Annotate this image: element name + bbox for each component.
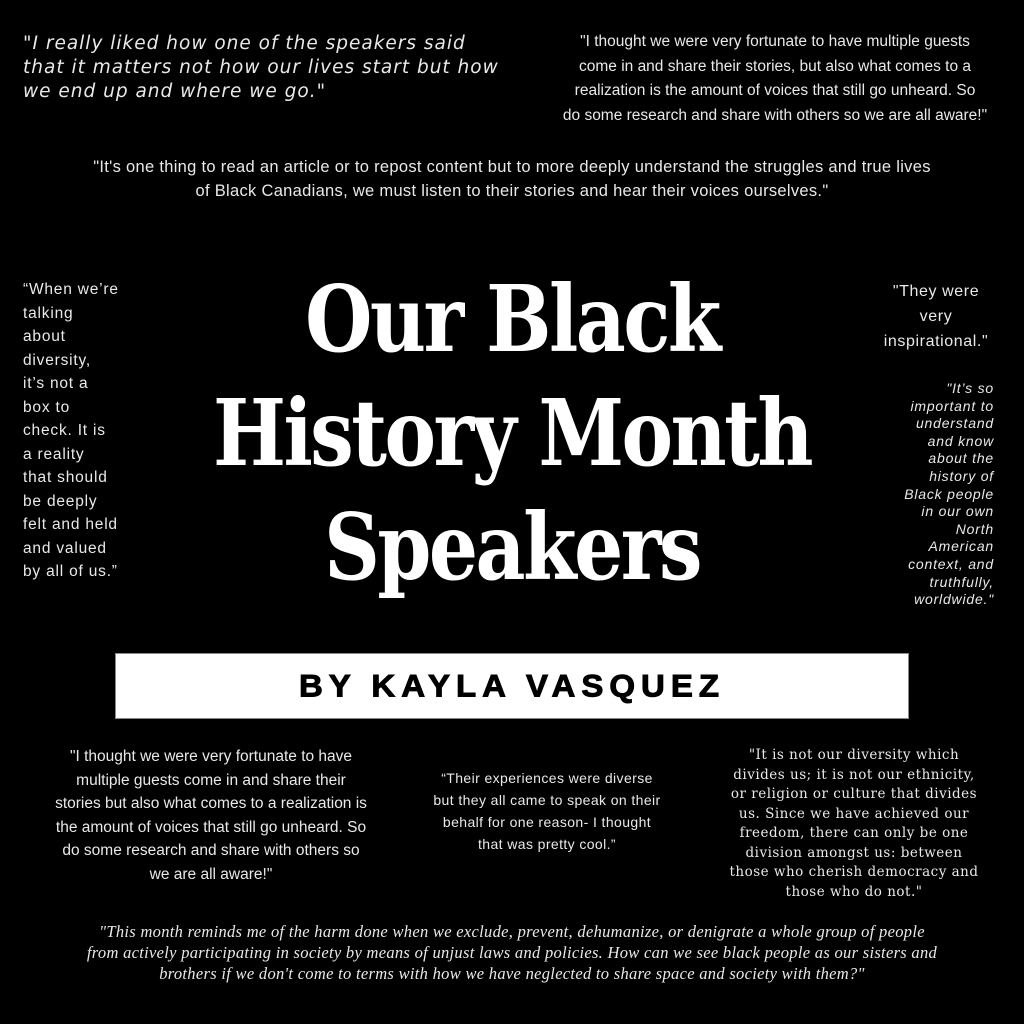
quote-line: it’s not a [23,375,89,392]
quote-line: brothers if we don't come to terms with how we have neglected to share space and society with them?" [159,964,865,983]
quote-line: very [919,308,953,325]
quote-line: "I thought we were very fortunate to have multiple guests [580,33,970,50]
quote-line: about [23,328,66,345]
quote-right-italic [868,380,994,609]
quote-line: box to [23,398,71,416]
quote-line: but they all came to speak on their [433,792,661,808]
quote-line: about the [928,450,994,467]
quote-line: a reality [23,445,85,463]
quote-line: check. It is [23,422,106,439]
quote-line: felt and held [23,516,118,533]
quote-line: be deeply [23,492,98,510]
quote-line: that was pretty cool.” [478,836,616,852]
quote-line: "I thought we were very fortunate to have [69,748,353,765]
quote-line: American [928,538,994,555]
quote-line: important to [910,397,994,414]
quote-line: and know [927,432,994,449]
quote-line: multiple guests come in and share their [76,771,346,789]
quote-line: Black people [904,485,994,502]
quote-line: behalf for one reason- I thought [442,814,652,830]
quote-line: do some research and share with others so [62,842,360,859]
quote-line: North [955,520,994,537]
quote-line: "They were [892,283,980,300]
quote-line: or religion or culture that divides [730,786,978,802]
quote-line: "It is not our diversity which [748,747,960,763]
quote-line: freedom, there can only be one [739,825,969,841]
quote-line: diversity, [23,351,92,369]
quote-line: truthfully, [929,573,994,590]
quote-line: worldwide." [914,591,994,608]
title-line: Speakers [324,493,700,601]
quote-bottom-left [30,745,392,886]
quote-line: “When we’re [23,281,119,298]
title-line: Our Black [305,265,719,373]
quote-line: those who cherish democracy and [729,864,979,880]
quote-line: "It's one thing to read an article or to repost content but to more deeply understand the struggles and true lives [93,158,931,176]
byline-banner [115,653,909,719]
quote-bottom-right [715,746,993,902]
quote-line: by all of us.” [23,563,118,580]
quote-line: the amount of voices that still go unheard. So [55,818,367,836]
quote-line: “Their experiences were diverse [441,770,653,786]
quote-line: we end up and where we go." [23,81,327,102]
quote-line: divides us; it is not our ethnicity, [733,766,975,783]
quote-line: "This month reminds me of the harm done when we exclude, prevent, dehumanize, or denigrate a whole group of people [99,922,925,941]
quote-line: context, and [908,555,994,572]
quote-line: those who do not." [785,883,923,900]
quote-line: inspirational." [883,333,989,350]
quote-line: "I really liked how one of the speakers said [23,33,466,54]
quote-line: in our own [921,503,994,520]
quote-line: talking [23,304,74,322]
quote-line: realization is the amount of voices that still go unheard. So [574,82,976,99]
quote-line: that it matters not how our lives start but how [23,57,499,78]
quote-line: "It’s so [946,380,994,396]
quote-top-right [540,30,1010,128]
quote-line: understand [915,415,994,432]
quote-line: us. Since we have achieved our [738,805,970,822]
quote-line: of Black Canadians, we must listen to their stories and hear their voices ourselves." [195,182,829,200]
quote-line: division amongst us: between [745,844,963,861]
quote-line: history of [929,467,994,484]
quote-middle-wide [0,155,1024,203]
quote-line: come in and share their stories, but also what comes to a [578,57,971,75]
quote-line: that should [23,469,108,486]
quote-top-left [23,32,523,104]
quote-left-column [23,278,143,584]
quote-footer [10,921,1014,984]
quote-bottom-middle [408,767,686,855]
byline-text: BY KAYLA VASQUEZ [298,667,726,704]
quote-right-top [862,279,1010,354]
quote-line: stories but also what comes to a realization is [55,795,367,812]
title-line: History Month [212,379,812,487]
quote-line: and valued [23,539,107,557]
poster-title [204,262,821,604]
quote-line: from actively participating in society by means of unjust laws and policies. How can we see black people as our sisters and [86,943,938,962]
quote-line: do some research and share with others so we are all aware!" [562,106,988,124]
quote-line: we are all aware!" [149,865,273,883]
